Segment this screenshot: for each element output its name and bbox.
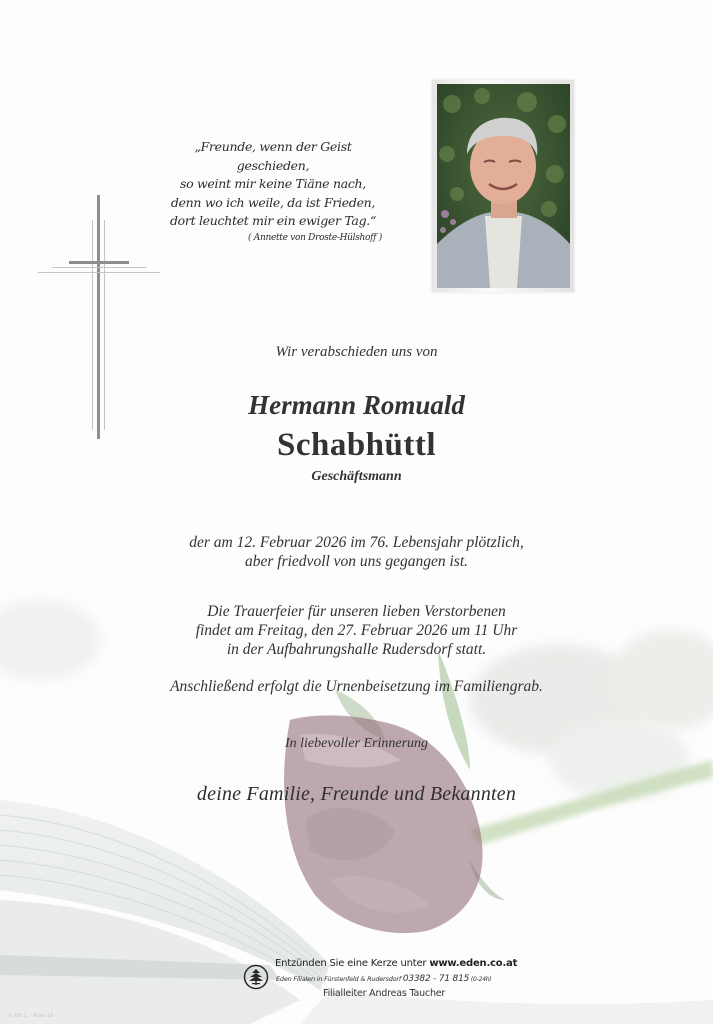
deceased-occupation: Geschäftsmann	[311, 469, 402, 484]
quote-author: ( Annette von Droste-Hülshoff )	[247, 232, 382, 243]
candle-invitation: Entzünden Sie eine Kerze unter www.eden.co.at	[275, 958, 518, 969]
quote-line: dort leuchtet mir ein ewiger Tag.“	[169, 213, 377, 228]
deceased-surname: Schabhüttl	[276, 427, 437, 463]
portrait-photo	[437, 84, 570, 288]
remembrance-line: In liebevoller Erinnerung	[284, 736, 429, 751]
phone-number: 03382 - 71 815	[402, 974, 470, 984]
farewell-intro: Wir verabschieden uns von	[275, 344, 438, 360]
funeral-home-footer	[243, 958, 518, 1008]
ceremony-line: Die Trauerfeier für unseren lieben Verstorbenen	[207, 603, 506, 620]
ceremony-line: in der Aufbahrungshalle Rudersdorf statt.	[226, 641, 487, 658]
quote-line: so weint mir keine Tiäne nach,	[180, 176, 366, 191]
quote-line: denn wo ich weile, da ist Frieden,	[170, 194, 376, 210]
ceremony-line: findet am Freitag, den 27. Februar 2026 um 11 Uhr	[195, 622, 518, 639]
tree-icon	[243, 964, 269, 990]
death-line: aber friedvoll von uns gegangen ist.	[245, 553, 468, 570]
death-statement	[0, 533, 713, 571]
memorial-quote	[168, 138, 382, 245]
burial-note: Anschließend erfolgt die Urnenbeisetzung im Familiengrab.	[170, 678, 543, 695]
branch-info: Eden Filialen in Fürstenfeld & Rudersdorf 03382 - 71 815 (0-24h)	[276, 974, 492, 984]
branch-manager: Filialleiter Andreas Taucher	[323, 988, 446, 999]
death-line: der am 12. Februar 2026 im 76. Lebensjahr plötzlich,	[189, 534, 524, 551]
print-mark: © Ed. L. - Rose 10	[8, 1013, 54, 1019]
ceremony-details	[0, 602, 713, 659]
deceased-first-names: Hermann Romuald	[248, 390, 465, 420]
mourners-signature: deine Familie, Freunde und Bekannten	[196, 783, 517, 805]
website-link[interactable]: www.eden.co.at	[429, 958, 518, 969]
quote-line: „Freunde, wenn der Geist geschieden,	[194, 139, 352, 173]
